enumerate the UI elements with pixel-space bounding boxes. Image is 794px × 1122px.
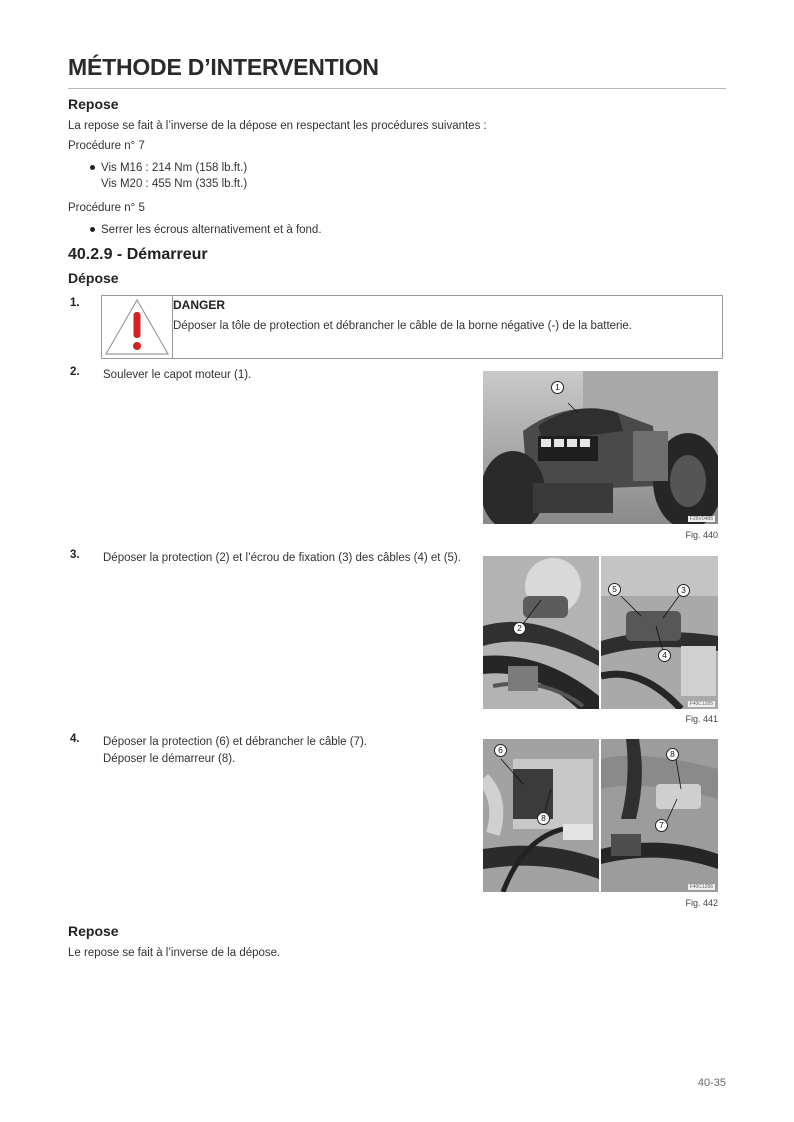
danger-icon-cell (102, 296, 173, 358)
step-2-number: 2. (70, 366, 80, 378)
callout-4: 4 (658, 649, 671, 662)
callout-8-left: 8 (537, 812, 550, 825)
title-divider (68, 88, 726, 89)
figure-441-caption: Fig. 441 (685, 714, 718, 724)
step-3-text: Déposer la protection (2) et l’écrou de fixation (3) des câbles (4) et (5). (103, 552, 461, 564)
callout-8-right: 8 (666, 748, 679, 761)
step-1-number: 1. (70, 297, 80, 309)
procedure-5-bullet (101, 222, 322, 238)
tighten-nuts-text: Serrer les écrous alternativement et à fond. (101, 224, 322, 236)
danger-text: Déposer la tôle de protection et débrancher le câble de la borne négative (-) de la batterie. (173, 320, 633, 332)
repose-heading-2: Repose (68, 923, 119, 939)
warning-triangle-icon (102, 296, 172, 358)
photo-id: F26V0486 (689, 516, 713, 522)
step-3-number: 3. (70, 549, 80, 561)
figure-440-photo (483, 371, 718, 524)
figure-440-caption: Fig. 440 (685, 530, 718, 540)
step-2-text: Soulever le capot moteur (1). (103, 369, 252, 381)
figure-442-photo-right (601, 739, 718, 892)
figure-442-caption: Fig. 442 (685, 898, 718, 908)
repose-heading: Repose (68, 96, 119, 112)
callout-7: 7 (655, 819, 668, 832)
step-4-text-line2: Déposer le démarreur (8). (103, 753, 236, 765)
step-4-text-line1: Déposer la protection (6) et débrancher le câble (7). (103, 736, 368, 748)
photo-id: F40C1286 (689, 884, 713, 890)
depose-heading: Dépose (68, 270, 119, 286)
section-title-demarreur: 40.2.9 - Démarreur (68, 246, 208, 263)
figure-441-photo-right (601, 556, 718, 709)
procedure-7-label: Procédure n° 7 (68, 140, 145, 152)
danger-title: DANGER (173, 298, 226, 312)
callout-2: 2 (513, 622, 526, 635)
page-title: MÉTHODE D’INTERVENTION (68, 54, 379, 80)
danger-callout (101, 295, 723, 359)
torque-m16: Vis M16 : 214 Nm (158 lb.ft.) (101, 162, 248, 174)
procedure-7-bullet (101, 160, 247, 192)
bullet-dot (90, 165, 95, 170)
callout-3: 3 (677, 584, 690, 597)
repose-intro: La repose se fait à l’inverse de la dépose en respectant les procédures suivantes : (68, 120, 487, 132)
figure-442-photo-left (483, 739, 599, 892)
figure-441-photo-left (483, 556, 599, 709)
bullet-dot (90, 227, 95, 232)
photo-id: F40C1285 (689, 701, 713, 707)
callout-6: 6 (494, 744, 507, 757)
repose-text-2: Le repose se fait à l’inverse de la dépose. (68, 947, 281, 959)
callout-1: 1 (551, 381, 564, 394)
callout-5: 5 (608, 583, 621, 596)
procedure-5-label: Procédure n° 5 (68, 202, 145, 214)
torque-m20: Vis M20 : 455 Nm (335 lb.ft.) (101, 178, 248, 190)
page-number: 40-35 (697, 1077, 726, 1089)
step-4-number: 4. (70, 733, 80, 745)
